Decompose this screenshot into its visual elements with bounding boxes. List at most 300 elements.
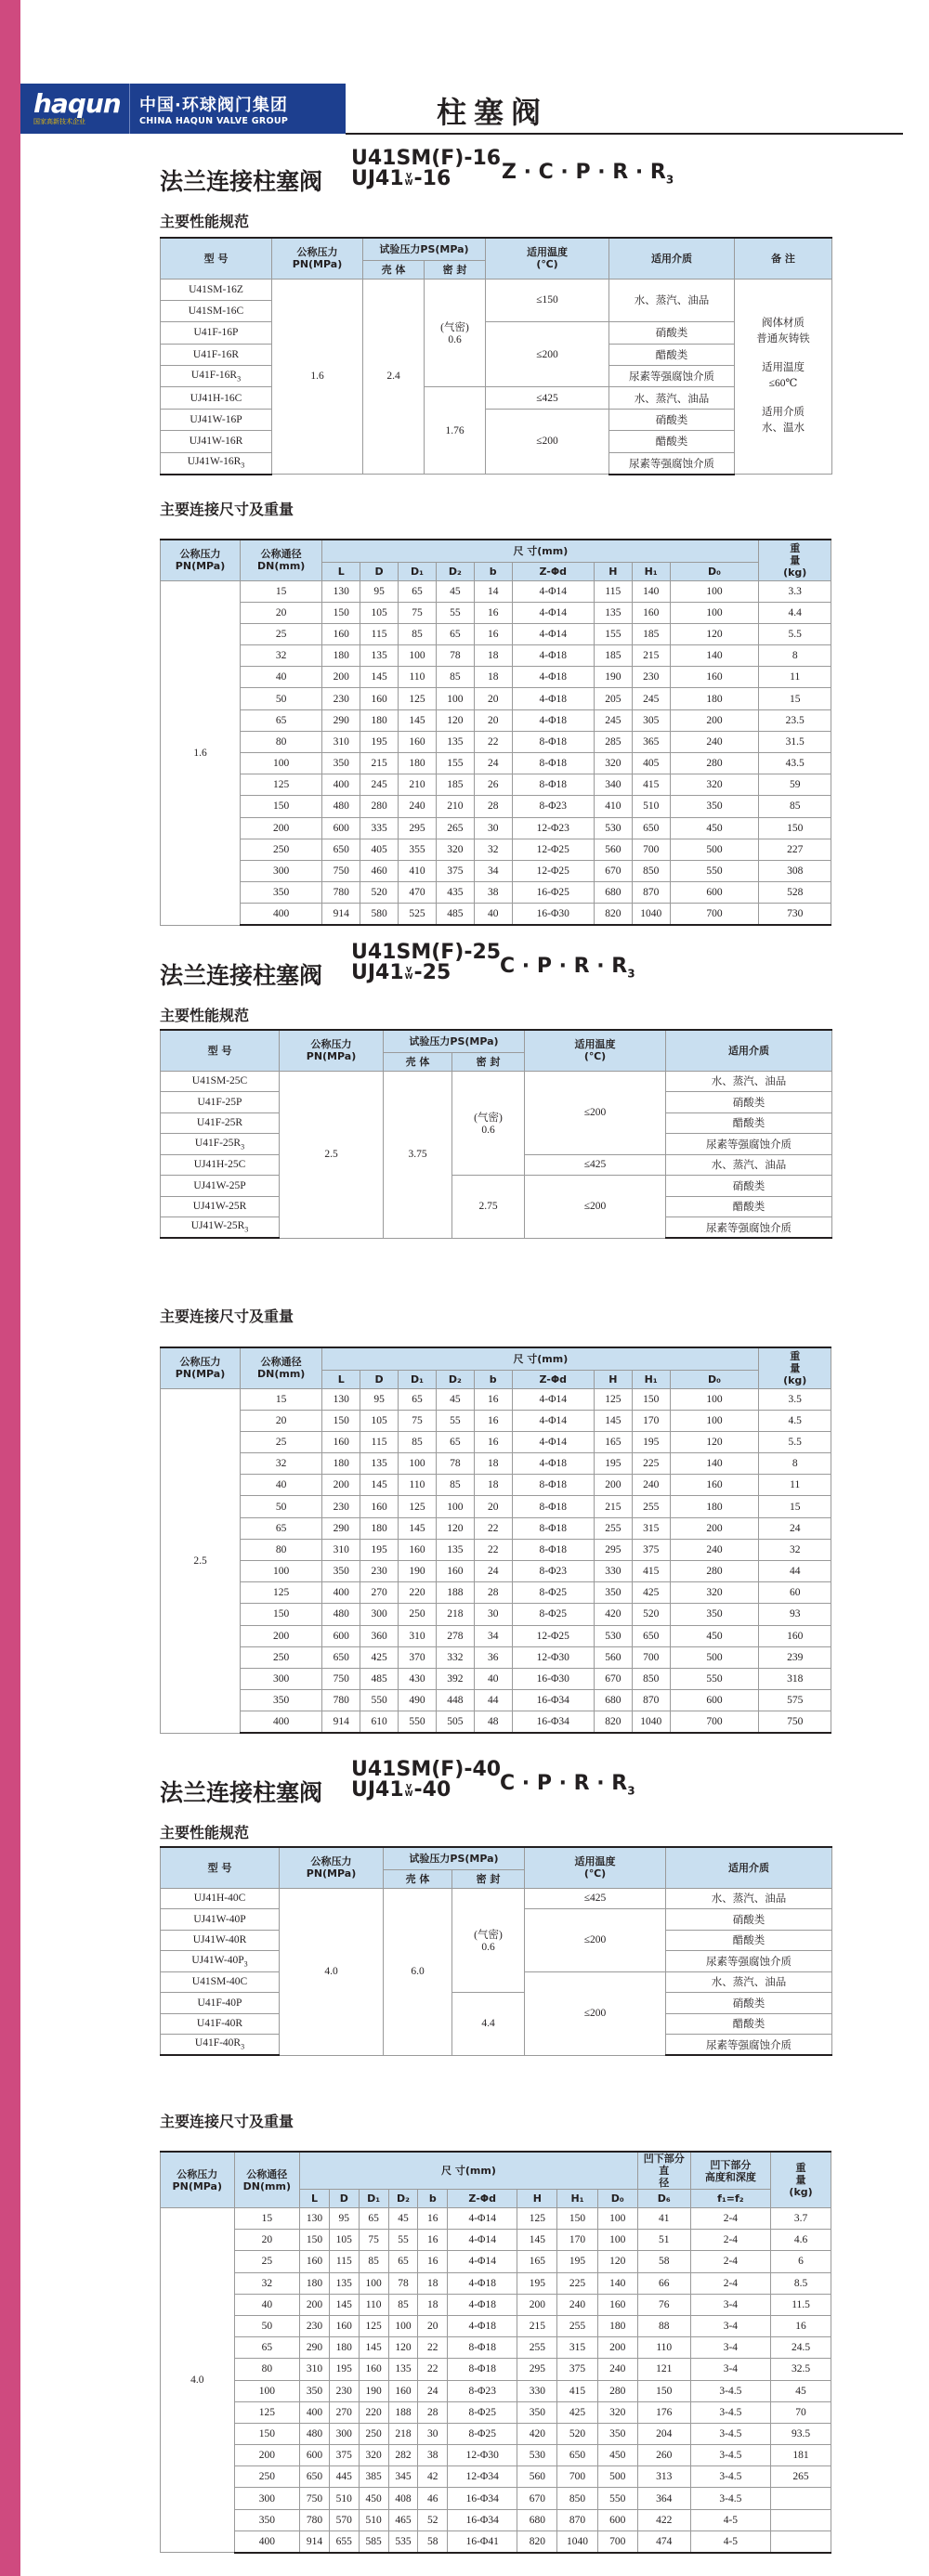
dimension-value: 2-4 (690, 2230, 770, 2251)
dimension-value: 5.5 (759, 623, 831, 644)
dimension-value: 415 (632, 774, 670, 796)
dimension-value: 188 (436, 1582, 474, 1604)
dimension-value: 200 (597, 2337, 637, 2359)
medium: 尿素等强腐蚀介质 (666, 1134, 832, 1155)
dimension-value: 500 (670, 839, 759, 860)
table-row (161, 2272, 831, 2294)
temperature: ≤200 (525, 1909, 666, 1972)
dimension-value: 120 (670, 623, 759, 644)
dimension-value: 245 (594, 709, 632, 731)
header-dim-col: L (322, 562, 360, 580)
dimension-value: 345 (388, 2466, 418, 2488)
dimension-value: 110 (359, 2294, 388, 2315)
nominal-diameter: 350 (241, 882, 322, 904)
table-row (161, 279, 832, 300)
dimension-value: 4-Φ14 (448, 2251, 517, 2272)
dimension-value: 160 (670, 1475, 759, 1496)
dimension-value: 145 (399, 1517, 437, 1539)
dimension-title: 主要连接尺寸及重量 (160, 1308, 294, 1325)
nominal-diameter: 80 (241, 731, 322, 752)
dimension-value: 220 (399, 1582, 437, 1604)
dimension-value: 195 (360, 731, 399, 752)
dimension-value: 4-5 (690, 2509, 770, 2530)
dimension-value: 170 (632, 1410, 670, 1431)
dimension-value: 85 (759, 796, 831, 817)
dimension-value: 600 (322, 1625, 360, 1646)
nominal-diameter: 300 (234, 2488, 299, 2509)
dimension-value: 22 (474, 731, 512, 752)
medium: 醋酸类 (666, 1196, 832, 1217)
nominal-diameter: 40 (241, 667, 322, 688)
dimension-value: 530 (517, 2445, 557, 2466)
dimension-value: 280 (670, 753, 759, 774)
dimension-value: 580 (360, 904, 399, 925)
dimension-value: 120 (436, 709, 474, 731)
table-row (161, 602, 831, 623)
dimension-value: 914 (322, 904, 360, 925)
nominal-diameter: 40 (234, 2294, 299, 2315)
model-code: U41SM-25C (161, 1071, 280, 1092)
header-model: 型 号 (161, 1030, 280, 1071)
dimension-value: 2-4 (690, 2272, 770, 2294)
table-row (161, 1625, 831, 1646)
table-row (161, 709, 831, 731)
dimension-value: 180 (597, 2315, 637, 2336)
dimension-value: 100 (399, 645, 437, 667)
dimension-value: 140 (597, 2272, 637, 2294)
dimension-value: 12-Φ25 (512, 1625, 594, 1646)
model-code: U41F-25R (161, 1112, 280, 1134)
dimension-value: 41 (637, 2208, 690, 2230)
dimension-value: 282 (388, 2445, 418, 2466)
dimension-value: 820 (594, 1711, 632, 1733)
dimension-value: 335 (360, 817, 399, 839)
dimension-value: 145 (329, 2294, 359, 2315)
dimension-value: 30 (418, 2423, 448, 2444)
dimension-value: 125 (517, 2208, 557, 2230)
dimension-value: 150 (632, 1388, 670, 1410)
header-seal: 密 封 (425, 260, 486, 279)
dimension-value: 180 (322, 645, 360, 667)
table-row (161, 1496, 831, 1517)
dimension-value: 278 (436, 1625, 474, 1646)
dimension-value: 75 (399, 602, 437, 623)
dimension-value: 280 (360, 796, 399, 817)
nominal-diameter: 200 (241, 817, 322, 839)
dimension-value: 160 (399, 731, 437, 752)
table-row (161, 2380, 831, 2401)
dimension-value: 140 (670, 1453, 759, 1475)
dimension-value: 115 (329, 2251, 359, 2272)
dimension-value: 105 (360, 1410, 399, 1431)
dimension-value: 530 (594, 817, 632, 839)
medium: 硝酸类 (666, 1909, 832, 1931)
table-row (161, 753, 831, 774)
table-row (161, 2230, 831, 2251)
header-dim-col: b (418, 2190, 448, 2208)
dimension-value: 85 (359, 2251, 388, 2272)
header-model: 型 号 (161, 238, 272, 279)
dimension-value: 750 (322, 860, 360, 881)
dimension-value: 445 (329, 2466, 359, 2488)
dimension-value: 4-Φ18 (448, 2294, 517, 2315)
dimension-value: 3-4.5 (690, 2445, 770, 2466)
dimension-value: 3.7 (771, 2208, 831, 2230)
dimension-value: 160 (359, 2359, 388, 2380)
nominal-diameter: 25 (241, 623, 322, 644)
header-dim-col: D₂ (436, 1370, 474, 1388)
seal-pressure: 2.75 (452, 1176, 525, 1239)
table-row (161, 2466, 831, 2488)
dimension-value: 4-Φ14 (512, 1431, 594, 1452)
dimension-value: 4.5 (759, 1410, 831, 1431)
dimension-value: 100 (597, 2230, 637, 2251)
header-dim-col: H₁ (557, 2190, 597, 2208)
dimension-value: 16 (474, 623, 512, 644)
dimension-value: 310 (322, 731, 360, 752)
dimension-value: 560 (517, 2466, 557, 2488)
dimension-value: 350 (670, 1604, 759, 1625)
medium: 水、蒸汽、油品 (666, 1154, 832, 1176)
dimension-value: 313 (637, 2466, 690, 2488)
dimension-value: 218 (436, 1604, 474, 1625)
nominal-diameter: 350 (241, 1690, 322, 1711)
dimension-value: 8-Φ23 (512, 1561, 594, 1582)
dimension-value: 1040 (632, 1711, 670, 1733)
dimension-value: 6 (771, 2251, 831, 2272)
dimension-value: 8-Φ18 (512, 774, 594, 796)
dimension-value: 28 (474, 1582, 512, 1604)
nominal-diameter: 20 (241, 602, 322, 623)
dimension-value (771, 2488, 831, 2509)
dimension-value: 310 (399, 1625, 437, 1646)
table-row (161, 1176, 832, 1197)
table-row (161, 2315, 831, 2336)
dimension-value: 160 (360, 1496, 399, 1517)
dimension-value: 350 (300, 2380, 330, 2401)
dimension-value: 240 (557, 2294, 597, 2315)
table-row (161, 1711, 831, 1733)
dimension-value: 425 (632, 1582, 670, 1604)
dimension-value: 425 (360, 1646, 399, 1668)
dimension-value: 105 (329, 2230, 359, 2251)
dimension-value: 3-4.5 (690, 2423, 770, 2444)
table-row (161, 409, 832, 430)
dimension-value: 375 (557, 2359, 597, 2380)
dimension-value: 4-Φ14 (512, 623, 594, 644)
dimension-value: 190 (359, 2380, 388, 2401)
nominal-pressure: 1.6 (161, 580, 241, 925)
dimension-value: 215 (360, 753, 399, 774)
dimension-value: 23.5 (759, 709, 831, 731)
medium: 尿素等强腐蚀介质 (666, 1951, 832, 1972)
dimension-value: 500 (670, 1646, 759, 1668)
dimension-value: 85 (436, 667, 474, 688)
model-code: UJ41H-40C (161, 1888, 280, 1909)
header-medium: 适用介质 (666, 1847, 832, 1888)
dimension-value: 225 (557, 2272, 597, 2294)
header-dim-col: H (594, 562, 632, 580)
dimension-value: 195 (594, 1453, 632, 1475)
header-seal: 密 封 (452, 1052, 525, 1071)
dimension-value: 3-4.5 (690, 2466, 770, 2488)
dimension-value: 520 (557, 2423, 597, 2444)
logo-tagline: 国家高新技术企业 (33, 118, 85, 125)
dimension-value: 52 (418, 2509, 448, 2530)
performance-table-pn25 (160, 1029, 832, 1239)
dimension-title: 主要连接尺寸及重量 (160, 501, 294, 518)
dimension-value: 8-Φ18 (512, 731, 594, 752)
medium: 尿素等强腐蚀介质 (666, 2035, 832, 2056)
dimension-value: 435 (436, 882, 474, 904)
dimension-value: 150 (759, 817, 831, 839)
dimension-value: 48 (474, 1711, 512, 1733)
dimension-value: 160 (360, 688, 399, 709)
dimension-value: 24.5 (771, 2337, 831, 2359)
dimension-value: 190 (594, 667, 632, 688)
dimension-value: 95 (360, 580, 399, 602)
header-pn: 公称压力 PN(MPa) (280, 1030, 384, 1071)
dimension-value: 670 (517, 2488, 557, 2509)
medium: 水、蒸汽、油品 (666, 1888, 832, 1909)
dimension-value: 8-Φ18 (512, 1539, 594, 1560)
header-dim-col: D (360, 1370, 399, 1388)
dimension-value: 600 (300, 2445, 330, 2466)
table-row (161, 1993, 832, 2014)
dimension-value: 26 (474, 774, 512, 796)
dimension-value: 8-Φ18 (448, 2359, 517, 2380)
dimension-value: 180 (670, 1496, 759, 1517)
dimension-value: 16 (418, 2230, 448, 2251)
nominal-diameter: 100 (234, 2380, 299, 2401)
dimension-value: 520 (360, 882, 399, 904)
section-title: 法兰连接柱塞阀 (160, 962, 323, 989)
header-pn: 公称压力 PN(MPa) (161, 1347, 241, 1388)
table-row (161, 860, 831, 881)
dimension-value: 16-Φ34 (512, 1690, 594, 1711)
dimension-value: 85 (399, 623, 437, 644)
dimension-value: 400 (322, 1582, 360, 1604)
model-code: U41F-16P (161, 322, 272, 344)
dimension-value: 16-Φ30 (512, 1668, 594, 1689)
dimension-value: 170 (557, 2230, 597, 2251)
dimension-value: 680 (594, 882, 632, 904)
dimension-value: 130 (322, 580, 360, 602)
dimension-value: 240 (597, 2359, 637, 2380)
table-row (161, 774, 831, 796)
model-codes: U41SM(F)-16 UJ41 V W-16 (351, 147, 502, 190)
dimension-value: 3-4 (690, 2315, 770, 2336)
dimension-value: 14 (474, 580, 512, 602)
dimension-value: 295 (517, 2359, 557, 2380)
dimension-value: 24 (418, 2380, 448, 2401)
dimension-value: 600 (597, 2509, 637, 2530)
dimension-value: 510 (632, 796, 670, 817)
dimension-value: 16-Φ25 (512, 882, 594, 904)
model-code: U41F-40R (161, 2013, 280, 2035)
dimension-value: 22 (474, 1517, 512, 1539)
table-row (161, 1888, 832, 1909)
dimension-value: 850 (557, 2488, 597, 2509)
dimension-value: 450 (359, 2488, 388, 2509)
table-row (161, 817, 831, 839)
dimension-value: 20 (474, 688, 512, 709)
dimension-value: 3.5 (759, 1388, 831, 1410)
dimension-value: 510 (359, 2509, 388, 2530)
dimension-value: 4-Φ18 (512, 709, 594, 731)
model-code: U41F-40P (161, 1993, 280, 2014)
dimension-value: 410 (399, 860, 437, 881)
seal-pressure: (气密) 0.6 (452, 1071, 525, 1176)
header-dim-col: Z-Φd (512, 1370, 594, 1388)
dimension-value: 680 (594, 1690, 632, 1711)
dimension-value: 100 (670, 580, 759, 602)
medium: 醋酸类 (609, 344, 735, 365)
dimension-value: 375 (329, 2445, 359, 2466)
header-pn: 公称压力 PN(MPa) (280, 1847, 384, 1888)
header-temp: 适用温度 (℃) (486, 238, 609, 279)
dimension-value: 58 (418, 2530, 448, 2552)
dimension-value: 65 (436, 1431, 474, 1452)
dimension-value: 450 (597, 2445, 637, 2466)
dimension-value: 585 (359, 2530, 388, 2552)
dimension-value: 16 (474, 602, 512, 623)
header-test-pressure: 试验压力PS(MPa) (384, 1847, 525, 1869)
dimension-value: 450 (670, 817, 759, 839)
dimension-value: 405 (360, 839, 399, 860)
dimension-value: 45 (436, 1388, 474, 1410)
medium: 硝酸类 (666, 1176, 832, 1197)
dimension-value: 135 (360, 645, 399, 667)
left-accent-bar (0, 0, 20, 2576)
dimension-value: 185 (632, 623, 670, 644)
dimension-value: 28 (474, 796, 512, 817)
dimension-value: 250 (359, 2423, 388, 2444)
table-row (161, 322, 832, 344)
dimension-value: 385 (359, 2466, 388, 2488)
header-dn: 公称通径 DN(mm) (234, 2152, 299, 2208)
dimension-value: 36 (474, 1646, 512, 1668)
dimension-value: 255 (557, 2315, 597, 2336)
dimension-value: 185 (594, 645, 632, 667)
dimension-value: 125 (399, 688, 437, 709)
dimension-value: 18 (474, 645, 512, 667)
medium: 尿素等强腐蚀介质 (609, 452, 735, 474)
dimension-value: 270 (329, 2401, 359, 2423)
header-dim-col: D₁ (399, 562, 437, 580)
dimension-value: 700 (597, 2530, 637, 2552)
temperature: ≤200 (525, 1071, 666, 1154)
header-dim-col: D₀ (670, 562, 759, 580)
dimension-value: 20 (474, 1496, 512, 1517)
dimension-value: 3-4.5 (690, 2380, 770, 2401)
dimension-value: 3-4 (690, 2294, 770, 2315)
dimension-value: 65 (436, 623, 474, 644)
dimension-value: 870 (632, 1690, 670, 1711)
dimension-value: 180 (360, 709, 399, 731)
dimension-value: 415 (632, 1561, 670, 1582)
table-row (161, 2423, 831, 2444)
header-dim-col: D₀ (670, 1370, 759, 1388)
dimension-value: 465 (388, 2509, 418, 2530)
nominal-diameter: 100 (241, 1561, 322, 1582)
dimension-value: 850 (632, 1668, 670, 1689)
dimension-value: 150 (557, 2208, 597, 2230)
dimension-value: 260 (637, 2445, 690, 2466)
dimension-value: 350 (322, 1561, 360, 1582)
header-model: 型 号 (161, 1847, 280, 1888)
model-code: U41SM-16Z (161, 279, 272, 300)
dimension-value: 24 (474, 753, 512, 774)
dimension-value: 18 (474, 667, 512, 688)
medium: 尿素等强腐蚀介质 (666, 1217, 832, 1239)
header-dn: 公称通径 DN(mm) (241, 1347, 322, 1388)
dimension-value: 8.5 (771, 2272, 831, 2294)
dimension-value: 44 (474, 1690, 512, 1711)
dimension-value: 150 (322, 1410, 360, 1431)
section-title: 法兰连接柱塞阀 (160, 1779, 323, 1806)
nominal-pressure: 4.0 (280, 1888, 384, 2055)
dimension-value: 16 (771, 2315, 831, 2336)
performance-spec-title: 主要性能规范 (160, 1824, 250, 1841)
dimension-value: 655 (329, 2530, 359, 2552)
dimension-value: 610 (360, 1711, 399, 1733)
dimension-value: 425 (557, 2401, 597, 2423)
model-code: UJ41W-25R (161, 1196, 280, 1217)
medium: 硝酸类 (666, 1993, 832, 2014)
dimension-value: 8 (759, 1453, 831, 1475)
performance-spec-title: 主要性能规范 (160, 213, 250, 230)
dimension-value: 450 (670, 1625, 759, 1646)
nominal-pressure: 2.5 (161, 1388, 241, 1733)
dimension-value: 820 (517, 2530, 557, 2552)
medium: 醋酸类 (666, 1930, 832, 1951)
dimension-value: 4-Φ18 (512, 1453, 594, 1475)
dimension-value: 650 (632, 1625, 670, 1646)
header-size: 尺 寸(mm) (322, 1347, 759, 1370)
dimension-value: 245 (360, 774, 399, 796)
temperature: ≤200 (525, 1176, 666, 1239)
dimension-value: 480 (322, 796, 360, 817)
header-dim-col: D₁ (399, 1370, 437, 1388)
dimension-value: 16 (474, 1410, 512, 1431)
model-code: $U41F-16R_3$ (161, 366, 272, 387)
table-row (161, 2401, 831, 2423)
header-f: f₁=f₂ (690, 2190, 770, 2208)
dimension-value: 160 (632, 602, 670, 623)
dimension-value: 320 (594, 753, 632, 774)
dimension-value: 31.5 (759, 731, 831, 752)
table-row (161, 2251, 831, 2272)
dimension-value: 422 (637, 2509, 690, 2530)
dimension-value: 490 (399, 1690, 437, 1711)
dimension-value: 160 (759, 1625, 831, 1646)
dimension-value: 485 (436, 904, 474, 925)
dimension-value: 650 (632, 817, 670, 839)
dimension-value: 350 (594, 1582, 632, 1604)
dimension-value: 16 (474, 1388, 512, 1410)
dimension-value: 4-Φ18 (512, 688, 594, 709)
dimension-value: 485 (360, 1668, 399, 1689)
header-pn: 公称压力 PN(MPa) (161, 540, 241, 580)
nominal-pressure: 2.5 (280, 1071, 384, 1238)
model-code: UJ41W-25P (161, 1176, 280, 1197)
dimension-value: 66 (637, 2272, 690, 2294)
model-code: $UJ41W-25R_3$ (161, 1217, 280, 1239)
nominal-diameter: 15 (241, 1388, 322, 1410)
dimension-value: 4-Φ14 (512, 1388, 594, 1410)
dimension-value: 4-Φ18 (448, 2272, 517, 2294)
